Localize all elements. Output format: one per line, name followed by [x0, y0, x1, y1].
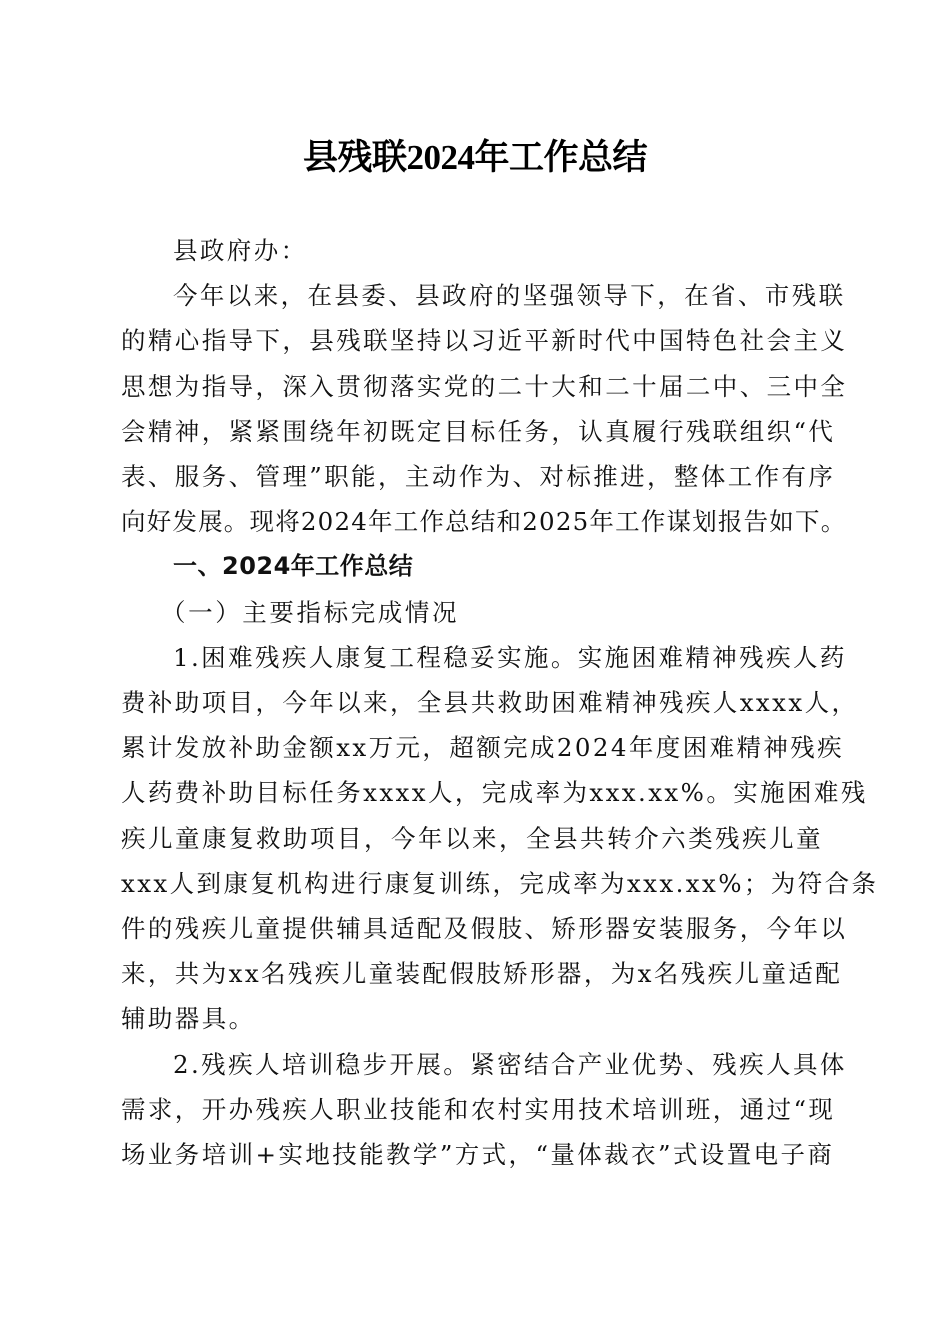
intro-line: 今年以来，在县委、县政府的坚强领导下，在省、市残联	[173, 281, 846, 311]
intro-line: 思想为指导，深入贯彻落实党的二十大和二十届二中、三中全	[121, 371, 848, 401]
intro-line: 向好发展。现将2024年工作总结和2025年工作谋划报告如下。	[121, 507, 847, 537]
item-2-line: 需求，开办残疾人职业技能和农村实用技术培训班，通过“现	[121, 1094, 836, 1124]
document-body	[121, 228, 879, 1177]
subsection-heading: （一）主要指标完成情况	[161, 597, 460, 627]
document-title: 县残联2024年工作总结	[302, 138, 647, 177]
intro-line: 会精神，紧紧围绕年初既定目标任务，认真履行残联组织“代	[121, 416, 836, 446]
item-2-paragraph	[121, 1042, 847, 1178]
item-1-line: 件的残疾儿童提供辅具适配及假肢、矫形器安装服务，今年以	[121, 914, 848, 944]
intro-paragraph	[121, 273, 848, 544]
item-1-line: 费补助项目，今年以来，全县共救助困难精神残疾人xxxx人，	[121, 688, 859, 718]
intro-line: 的精心指导下，县残联坚持以习近平新时代中国特色社会主义	[121, 326, 848, 356]
item-1-line: 累计发放补助金额xx万元，超额完成2024年度困难精神残疾	[121, 733, 845, 763]
section-heading: 一、2024年工作总结	[173, 552, 414, 581]
item-2-line: 2.残疾人培训稳步开展。紧密结合产业优势、残疾人具体	[173, 1049, 847, 1079]
intro-line: 表、服务、管理”职能，主动作为、对标推进，整体工作有序	[121, 462, 836, 492]
item-2-line: 场业务培训+实地技能教学”方式，“量体裁衣”式设置电子商	[121, 1140, 835, 1170]
item-1-line: 疾儿童康复救助项目，今年以来，全县共转介六类残疾儿童	[121, 823, 823, 853]
item-1-line: xxx人到康复机构进行康复训练，完成率为xxx.xx%；为符合条	[121, 868, 879, 898]
item-1-line: 来，共为xx名残疾儿童装配假肢矫形器，为x名残疾儿童适配	[121, 959, 843, 989]
item-1-line: 人药费补助目标任务xxxx人，完成率为xxx.xx%。实施困难残	[121, 778, 868, 808]
item-1-paragraph	[121, 635, 879, 1042]
item-1-line: 1.困难残疾人康复工程稳妥实施。实施困难精神残疾人药	[173, 642, 847, 672]
item-1-line: 辅助器具。	[121, 1004, 256, 1034]
salutation: 县政府办：	[173, 236, 308, 265]
